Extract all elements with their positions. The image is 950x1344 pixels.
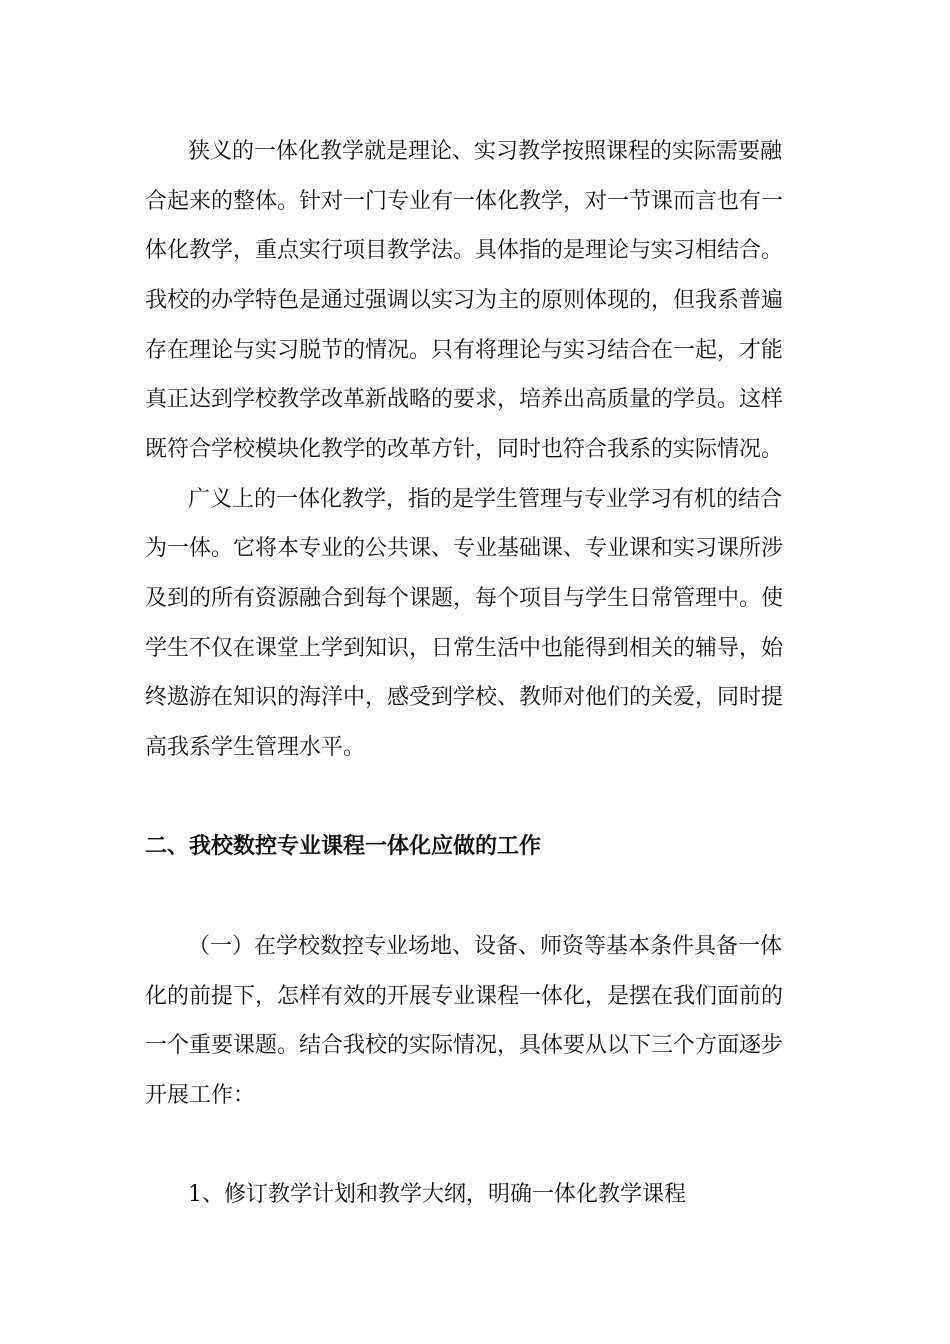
paragraph-1-line-1: 狭义的一体化教学就是理论、实习教学按照课程的实际需要融 — [188, 139, 783, 164]
paragraph-3-line-1: （一）在学校数控专业场地、设备、师资等基本条件具备一体 — [188, 934, 783, 959]
paragraph-2-line-4: 学生不仅在课堂上学到知识，日常生活中也能得到相关的辅导，始 — [145, 636, 784, 661]
paragraph-2-line-6: 高我系学生管理水平。 — [145, 735, 366, 760]
paragraph-3-line-2: 化的前提下，怎样有效的开展专业课程一体化，是摆在我们面前的 — [145, 984, 784, 1009]
paragraph-1-line-4: 我校的办学特色是通过强调以实习为主的原则体现的，但我系普遍 — [145, 288, 784, 313]
paragraph-1-line-6: 真正达到学校教学改革新战略的要求，培养出高质量的学员。这样 — [145, 387, 784, 412]
paragraph-2-line-3: 及到的所有资源融合到每个课题，每个项目与学生日常管理中。使 — [145, 586, 784, 611]
paragraph-3-line-3: 一个重要课题。结合我校的实际情况，具体要从以下三个方面逐步 — [145, 1033, 784, 1058]
paragraph-2-line-2: 为一体。它将本专业的公共课、专业基础课、专业课和实习课所涉 — [145, 536, 784, 561]
paragraph-2-line-1: 广义上的一体化教学，指的是学生管理与专业学习有机的结合 — [188, 487, 783, 512]
numbered-item-1: 1、修订教学计划和教学大纲，明确一体化教学课程 — [188, 1182, 686, 1207]
paragraph-1-line-7: 既符合学校模块化教学的改革方针，同时也符合我系的实际情况。 — [145, 437, 784, 462]
paragraph-1-line-2: 合起来的整体。针对一门专业有一体化教学，对一节课而言也有一 — [145, 189, 784, 214]
paragraph-2-line-5: 终遨游在知识的海洋中，感受到学校、教师对他们的关爱，同时提 — [145, 685, 784, 710]
paragraph-1-line-3: 体化教学，重点实行项目教学法。具体指的是理论与实习相结合。 — [145, 238, 784, 263]
paragraph-3-line-4: 开展工作： — [145, 1083, 256, 1108]
paragraph-1-line-5: 存在理论与实习脱节的情况。只有将理论与实习结合在一起，才能 — [145, 338, 784, 363]
section-heading: 二、我校数控专业课程一体化应做的工作 — [145, 834, 542, 859]
